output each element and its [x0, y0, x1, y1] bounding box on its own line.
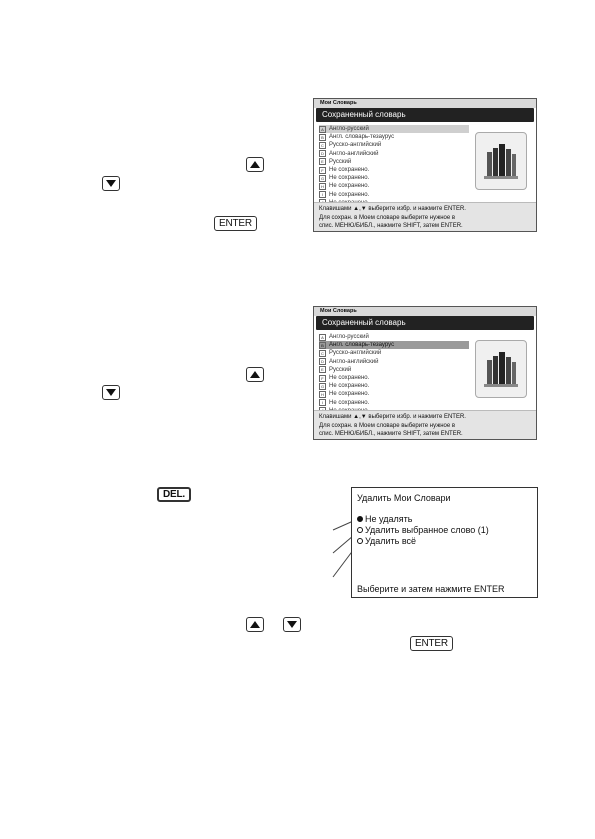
screen-header: Мои Словарь [314, 99, 536, 108]
screen-footer: Клавишами ▲,▼ выберите избр. и нажмите ENTER. Для сохран. в Моем словаре выберите нужное в спис. МЕНЮ/БИБЛ., нажмите SHIFT, затем ENTER. [314, 202, 536, 231]
del-key-icon: DEL. [157, 487, 191, 502]
list-item[interactable]: B Англ. словарь-тезаурус [319, 133, 469, 141]
delete-dialog [351, 487, 538, 598]
screen-footer: Клавишами ▲,▼ выберите избр. и нажмите ENTER. Для сохран. в Моем словаре выберите нужное в спис. МЕНЮ/БИБЛ., нажмите SHIFT, затем ENTER. [314, 410, 536, 439]
list-item[interactable]: A Англо-русский [319, 333, 469, 341]
screen-header: Мои Словарь [314, 307, 536, 316]
list-item[interactable]: G Не сохранено. [320, 175, 370, 182]
list-item[interactable]: H Не сохранено. [319, 182, 469, 190]
down-arrow-key-icon [283, 617, 301, 632]
list-item[interactable]: E Русский [319, 366, 469, 374]
dialog-title: Удалить Мои Словари [357, 493, 451, 503]
list-item[interactable]: C Русско-английский [319, 349, 469, 357]
list-item[interactable]: F Не сохранено. [319, 374, 469, 382]
list-item[interactable]: D Англо-английский [319, 358, 469, 366]
list-item[interactable]: H Не сохранено. [319, 390, 469, 398]
up-arrow-key-icon [246, 617, 264, 632]
radio-icon [357, 527, 363, 533]
enter-key-icon: ENTER [410, 636, 453, 651]
list-item[interactable]: G Не сохранено. [320, 383, 370, 390]
list-item[interactable]: I Не сохранено. [319, 399, 469, 407]
radio-icon [357, 538, 363, 544]
radio-selected-icon [357, 516, 363, 522]
list-item[interactable]: I Не сохранено. [319, 191, 469, 199]
list-item[interactable]: A Англо-русский [319, 125, 469, 133]
screen-title: Сохраненный словарь [316, 316, 534, 330]
list-item[interactable]: C Русско-английский [319, 141, 469, 149]
list-item[interactable]: F Не сохранено. [319, 166, 469, 174]
option-no-delete[interactable]: Не удалять [357, 514, 412, 524]
list-item[interactable]: D Англо-английский [319, 150, 469, 158]
option-delete-all[interactable]: Удалить всё [357, 536, 416, 546]
dialog-prompt: Выберите и затем нажмите ENTER [357, 584, 505, 594]
screen-title: Сохраненный словарь [316, 108, 534, 122]
enter-key-icon: ENTER [214, 216, 257, 231]
option-delete-selected[interactable]: Удалить выбранное слово (1) [357, 525, 489, 535]
list-item[interactable]: B Англ. словарь-тезаурус [319, 341, 469, 349]
list-item[interactable]: E Русский [319, 158, 469, 166]
